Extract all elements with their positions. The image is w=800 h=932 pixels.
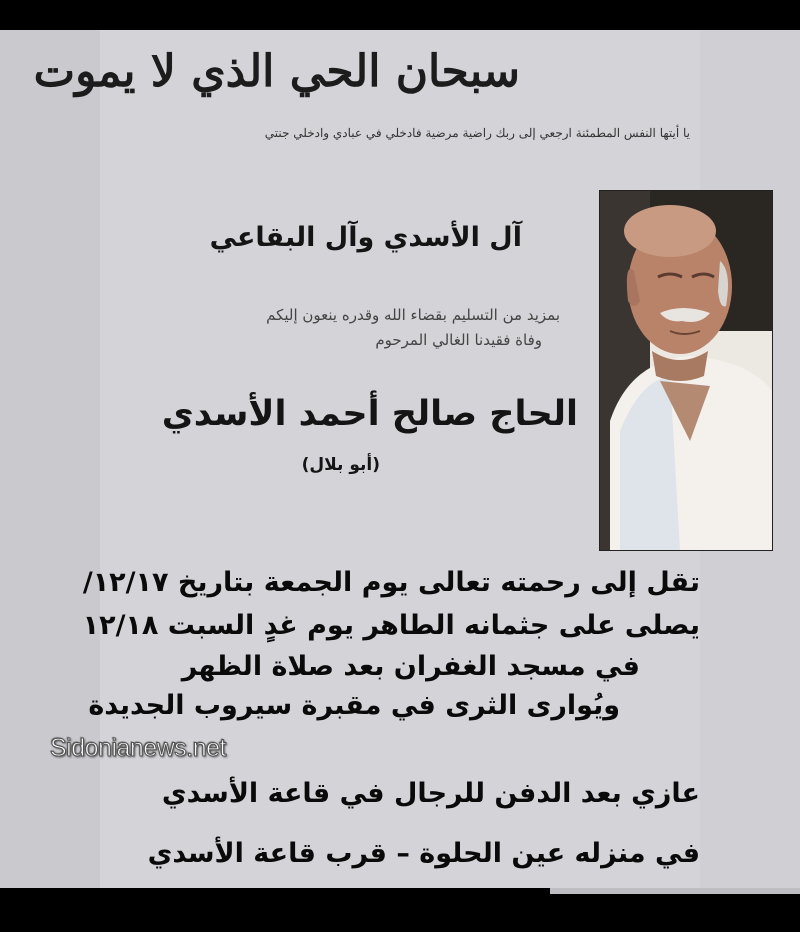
deceased-photo bbox=[599, 190, 773, 551]
funeral-prayer-line: يصلى على جثمانه الطاهر يوم غدٍ السبت ١٢/١٨ bbox=[82, 610, 700, 641]
top-black-bar bbox=[0, 0, 800, 30]
bottom-black-bar bbox=[0, 888, 800, 932]
home-condolences-line: في منزله عين الحلوة – قرب قاعة الأسدي bbox=[147, 838, 700, 869]
calligraphy-header bbox=[33, 40, 520, 102]
burial-line: ويُوارى الثرى في مقبرة سيروب الجديدة bbox=[88, 690, 620, 721]
site-watermark: Sidonianews.net bbox=[50, 734, 226, 762]
intro-line-1: بمزيد من التسليم بقضاء الله وقدره ينعون إليكم bbox=[266, 306, 560, 324]
deceased-name: الحاج صالح أحمد الأسدي bbox=[161, 394, 578, 434]
condolences-line: عازي بعد الدفن للرجال في قاعة الأسدي bbox=[161, 778, 700, 809]
calligraphy-text: سبحان الحي الذي لا يموت bbox=[33, 46, 520, 97]
mosque-line: في مسجد الغفران بعد صلاة الظهر bbox=[181, 651, 640, 682]
death-date-line: تقل إلى رحمته تعالى يوم الجمعة بتاريخ ١٢/١٧/ bbox=[82, 567, 700, 598]
intro-line-2: وفاة فقيدنا الغالي المرحوم bbox=[375, 331, 542, 349]
bottom-paper-edge bbox=[550, 888, 800, 894]
families-heading: آل الأسدي وآل البقاعي bbox=[209, 222, 522, 253]
quran-verse: يا أيتها النفس المطمئنة ارجعي إلى ربك راضية مرضية فادخلي في عبادي وادخلي جنتي bbox=[264, 126, 690, 140]
deceased-kunya: (أبو بلال) bbox=[301, 455, 380, 475]
obituary-paper bbox=[0, 30, 800, 888]
portrait-image bbox=[600, 191, 772, 550]
